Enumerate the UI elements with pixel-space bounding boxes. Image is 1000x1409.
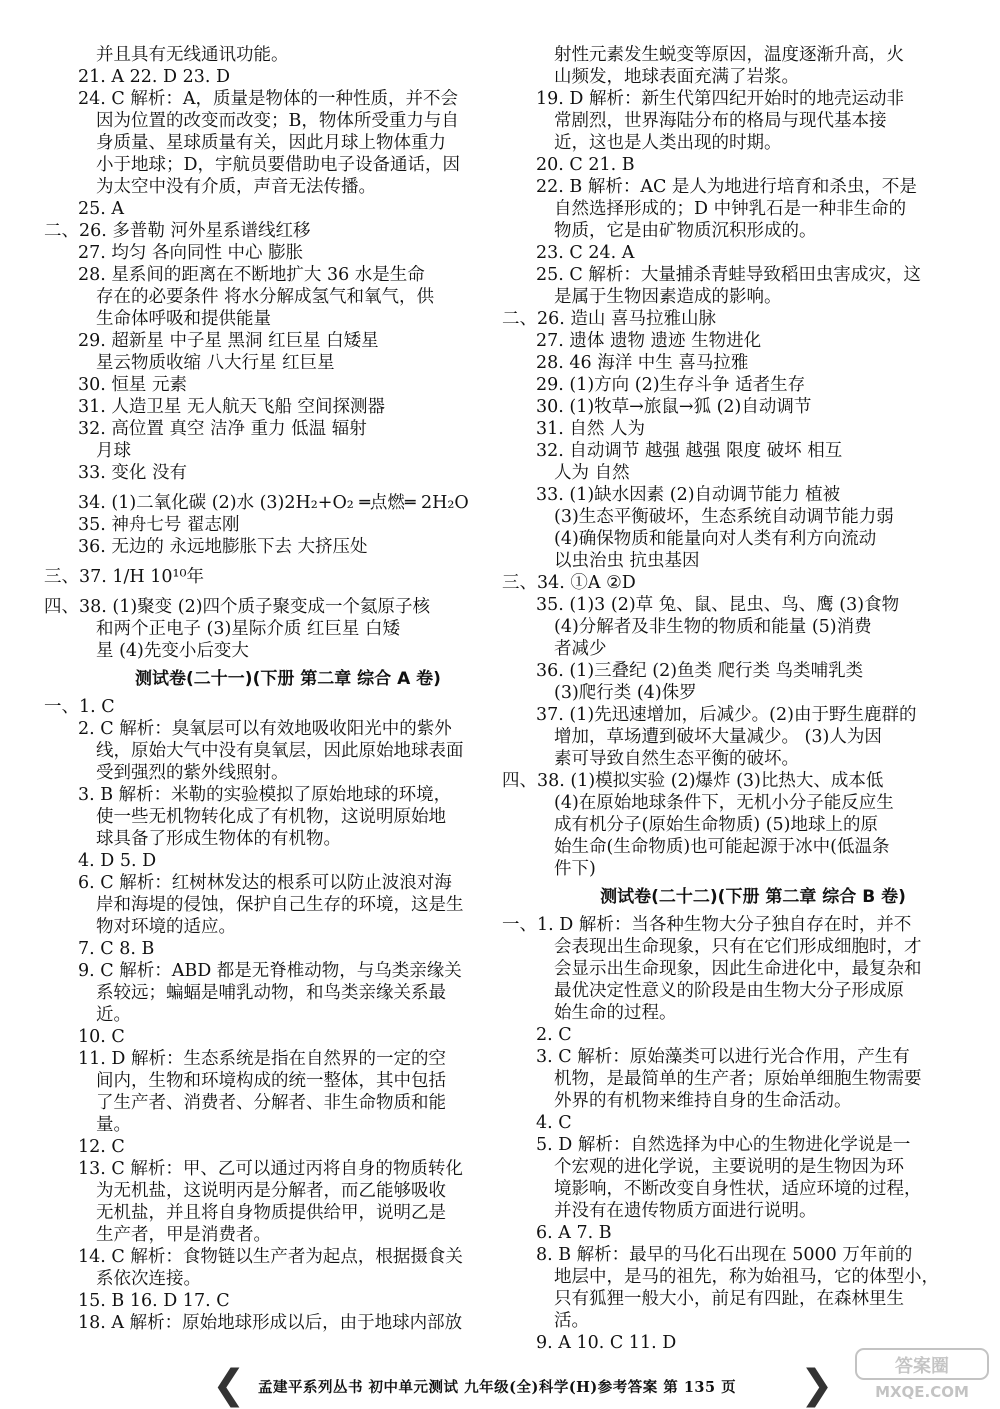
text-line: 5. D 解析：自然选择为中心的生物进化学说是一 <box>536 1135 911 1155</box>
text-line: 物对环境的适应。 <box>96 917 236 937</box>
text-line: 15. B 16. D 17. C <box>78 1291 230 1311</box>
text-line: 4. C <box>536 1113 572 1133</box>
text-line: 射性元素发生蜕变等原因，温度逐渐升高，火 <box>554 45 904 65</box>
text-line: 为无机盐，这说明丙是分解者，而乙能够吸收 <box>96 1181 446 1201</box>
text-line: 球具备了形成生物体的有机物。 <box>96 829 341 849</box>
text-line: 19. D 解析：新生代第四纪开始时的地壳运动非 <box>536 89 904 109</box>
text-line: 者减少 <box>554 639 607 659</box>
text-line: 21. A 22. D 23. D <box>78 67 231 87</box>
text-line: 系依次连接。 <box>96 1269 201 1289</box>
text-line: 线，原始大气中没有臭氧层，因此原始地球表面 <box>96 741 464 761</box>
text-line: (4)分解者及非生物的物质和能量 (5)消费 <box>554 617 872 637</box>
text-line: 36. (1)三叠纪 (2)鱼类 爬行类 鸟类哺乳类 <box>536 661 864 681</box>
text-line: 小于地球；D，宇航员要借助电子设备通话，因 <box>96 155 461 175</box>
text-line: 2. C <box>536 1025 572 1045</box>
text-line: 地层中，是马的祖先，称为始祖马，它的体型小， <box>554 1267 939 1287</box>
text-line: 星云物质收缩 八大行星 红巨星 <box>96 353 335 373</box>
text-line: 受到强烈的紫外线照射。 <box>96 763 289 783</box>
text-line: (4)确保物质和能量向对人类有利方向流动 <box>554 529 877 549</box>
text-line: 34. (1)二氧化碳 (2)水 (3)2H₂+O₂ ═点燃═ 2H₂O <box>78 493 469 513</box>
text-line: 常剧烈，世界海陆分布的格局与现代基本接 <box>554 111 887 131</box>
section-title: 测试卷(二十二)(下册 第二章 综合 B 卷) <box>600 887 906 907</box>
text-line: 山频发，地球表面充满了岩浆。 <box>554 67 799 87</box>
text-line: 境影响，不断改变自身性状，适应环境的过程， <box>554 1179 922 1199</box>
text-line: 为太空中没有介质，声音无法传播。 <box>96 177 376 197</box>
text-line: 30. 恒星 元素 <box>78 375 187 395</box>
text-line: 间内，生物和环境构成的统一整体，其中包括 <box>96 1071 446 1091</box>
text-line: 31. 自然 人为 <box>536 419 645 439</box>
text-line: 7. C 8. B <box>78 939 155 959</box>
text-line: 增加，草场遭到破坏大量减少。 (3)人为因 <box>554 727 882 747</box>
text-line: (4)在原始地球条件下，无机小分子能反应生 <box>554 793 894 813</box>
text-line: 因为位置的改变而改变；B，物体所受重力与自 <box>96 111 459 131</box>
text-line: 生产者，甲是消费者。 <box>96 1225 271 1245</box>
right-column <box>502 44 970 1354</box>
text-line: 个宏观的进化学说，主要说明的是生物因为环 <box>554 1157 904 1177</box>
text-line: 27. 均匀 各向同性 中心 膨胀 <box>78 243 304 263</box>
text-line: 一、1. D 解析：当各种生物大分子独自存在时，并不 <box>502 915 912 935</box>
text-line: 始生命的过程。 <box>554 1003 677 1023</box>
text-line: (3)爬行类 (4)侏罗 <box>554 683 697 703</box>
chevron-left-icon: ❮ <box>212 1362 246 1408</box>
text-line: 23. C 24. A <box>536 243 635 263</box>
text-line: 二、26. 多普勒 河外星系谱线红移 <box>44 221 311 241</box>
text-line: (3)生态平衡破坏，生态系统自动调节能力弱 <box>554 507 894 527</box>
text-line: 物质，它是由矿物质沉积形成的。 <box>554 221 817 241</box>
text-line: 18. A 解析：原始地球形成以后，由于地球内部放 <box>78 1313 463 1333</box>
text-line: 13. C 解析：甲、乙可以通过丙将自身的物质转化 <box>78 1159 463 1179</box>
text-line: 12. C <box>78 1137 125 1157</box>
text-line: 并没有在遗传物质方面进行说明。 <box>554 1201 817 1221</box>
text-line: 只有狐狸一般大小，前足有四趾，在森林里生 <box>554 1289 904 1309</box>
text-line: 最优决定性意义的阶段是由生物大分子形成原 <box>554 981 904 1001</box>
text-line: 11. D 解析：生态系统是指在自然界的一定的空 <box>78 1049 446 1069</box>
text-line: 以虫治虫 抗虫基因 <box>554 551 700 571</box>
left-column <box>44 44 498 1334</box>
text-line: 4. D 5. D <box>78 851 157 871</box>
text-line: 25. C 解析：大量捕杀青蛙导致稻田虫害成灾，这 <box>536 265 921 285</box>
text-line: 成有机分子(原始生命物质) (5)地球上的原 <box>554 815 879 835</box>
text-line: 28. 46 海洋 中生 喜马拉雅 <box>536 353 749 373</box>
chevron-right-icon: ❯ <box>800 1362 834 1408</box>
text-line: 29. 超新星 中子星 黑洞 红巨星 白矮星 <box>78 331 379 351</box>
text-line: 近。 <box>96 1005 131 1025</box>
text-line: 月球 <box>96 441 131 461</box>
text-line: 星 (4)先变小后变大 <box>96 641 249 661</box>
text-line: 生命体呼吸和提供能量 <box>96 309 271 329</box>
text-line: 10. C <box>78 1027 125 1047</box>
text-line: 8. B 解析：最早的马化石出现在 5000 万年前的 <box>536 1245 913 1265</box>
text-line: 存在的必要条件 将水分解成氢气和氧气，供 <box>96 287 435 307</box>
text-line: 27. 遗体 遗物 遗迹 生物进化 <box>536 331 762 351</box>
text-line: 29. (1)方向 (2)生存斗争 适者生存 <box>536 375 806 395</box>
text-line: 20. C 21. B <box>536 155 635 175</box>
text-line: 35. 神舟七号 翟志刚 <box>78 515 240 535</box>
text-line: 32. 高位置 真空 洁净 重力 低温 辐射 <box>78 419 367 439</box>
text-line: 37. (1)先迅速增加，后减少。(2)由于野生鹿群的 <box>536 705 917 725</box>
text-line: 2. C 解析：臭氧层可以有效地吸收阳光中的紫外 <box>78 719 452 739</box>
section-title: 测试卷(二十一)(下册 第二章 综合 A 卷) <box>135 669 441 689</box>
text-line: 系较远；蝙蝠是哺乳动物，和鸟类亲缘关系最 <box>96 983 446 1003</box>
text-line: 始生命(生命物质)也可能起源于冰中(低温条 <box>554 837 890 857</box>
text-line: 使一些无机物转化成了有机物，这说明原始地 <box>96 807 446 827</box>
text-line: 素可导致自然生态平衡的破坏。 <box>554 749 799 769</box>
text-line: 量。 <box>96 1115 131 1135</box>
text-line: 31. 人造卫星 无人航天飞船 空间探测器 <box>78 397 386 417</box>
text-line: 3. C 解析：原始藻类可以进行光合作用，产生有 <box>536 1047 910 1067</box>
text-line: 28. 星系间的距离在不断地扩大 36 水是生命 <box>78 265 425 285</box>
text-line: 机物，是最简单的生产者；原始单细胞生物需要 <box>554 1069 922 1089</box>
text-line: 22. B 解析：AC 是人为地进行培育和杀虫，不是 <box>536 177 917 197</box>
text-line: 9. C 解析：ABD 都是无脊椎动物，与乌类亲缘关 <box>78 961 462 981</box>
watermark-logo <box>852 1345 992 1403</box>
text-line: 三、34. ①A ②D <box>502 573 636 593</box>
text-line: 6. C 解析：红树林发达的根系可以防止波浪对海 <box>78 873 452 893</box>
text-line: 近，这也是人类出现的时期。 <box>554 133 782 153</box>
page-footer <box>0 1362 1000 1408</box>
svg-text:MXQE.COM: MXQE.COM <box>875 1383 969 1401</box>
text-line: 人为 自然 <box>554 463 630 483</box>
text-line: 36. 无边的 永远地膨胀下去 大挤压处 <box>78 537 368 557</box>
text-line: 9. A 10. C 11. D <box>536 1333 677 1353</box>
text-line: 25. A <box>78 199 125 219</box>
text-line: 无机盐，并且将自身物质提供给甲，说明乙是 <box>96 1203 446 1223</box>
text-line: 30. (1)牧草→旅鼠→狐 (2)自动调节 <box>536 397 812 417</box>
text-line: 33. (1)缺水因素 (2)自动调节能力 植被 <box>536 485 841 505</box>
text-line: 14. C 解析：食物链以生产者为起点，根据摄食关 <box>78 1247 463 1267</box>
text-line: 四、38. (1)模拟实验 (2)爆炸 (3)比热大、成本低 <box>502 771 884 791</box>
text-line: 一、1. C <box>44 697 115 717</box>
text-line: 自然选择形成的；D 中钟乳石是一种非生命的 <box>554 199 907 219</box>
text-line: 24. C 解析：A，质量是物体的一种性质，并不会 <box>78 89 458 109</box>
text-line: 会显示出生命现象，因此生命进化中，最复杂和 <box>554 959 922 979</box>
text-line: 6. A 7. B <box>536 1223 612 1243</box>
text-line: 活。 <box>554 1311 589 1331</box>
text-line: 33. 变化 没有 <box>78 463 187 483</box>
footer-text: 孟建平系列丛书 初中单元测试 九年级(全)科学(H)参考答案 第 135 页 <box>258 1379 737 1396</box>
text-line: 件下) <box>554 859 596 879</box>
text-line: 岸和海堤的侵蚀，保护自己生存的环境，这是生 <box>96 895 464 915</box>
text-line: 三、37. 1/H 10¹⁰年 <box>44 567 205 587</box>
text-line: 身质量、星球质量有关，因此月球上物体重力 <box>96 133 446 153</box>
text-line: 35. (1)3 (2)草 兔、鼠、昆虫、鸟、鹰 (3)食物 <box>536 595 900 615</box>
text-line: 并且具有无线通讯功能。 <box>96 45 289 65</box>
svg-text:答案圈: 答案圈 <box>895 1356 949 1377</box>
text-line: 会表现出生命现象，只有在它们形成细胞时，才 <box>554 937 922 957</box>
text-line: 3. B 解析：米勒的实验模拟了原始地球的环境， <box>78 785 452 805</box>
text-line: 四、38. (1)聚变 (2)四个质子聚变成一个氦原子核 <box>44 597 431 617</box>
text-line: 二、26. 造山 喜马拉雅山脉 <box>502 309 716 329</box>
text-line: 和两个正电子 (3)星际介质 红巨星 白矮 <box>96 619 400 639</box>
text-line: 了生产者、消费者、分解者、非生命物质和能 <box>96 1093 446 1113</box>
text-line: 外界的有机物来维持自身的生命活动。 <box>554 1091 852 1111</box>
text-line: 是属于生物因素造成的影响。 <box>554 287 782 307</box>
text-line: 32. 自动调节 越强 越强 限度 破坏 相互 <box>536 441 843 461</box>
